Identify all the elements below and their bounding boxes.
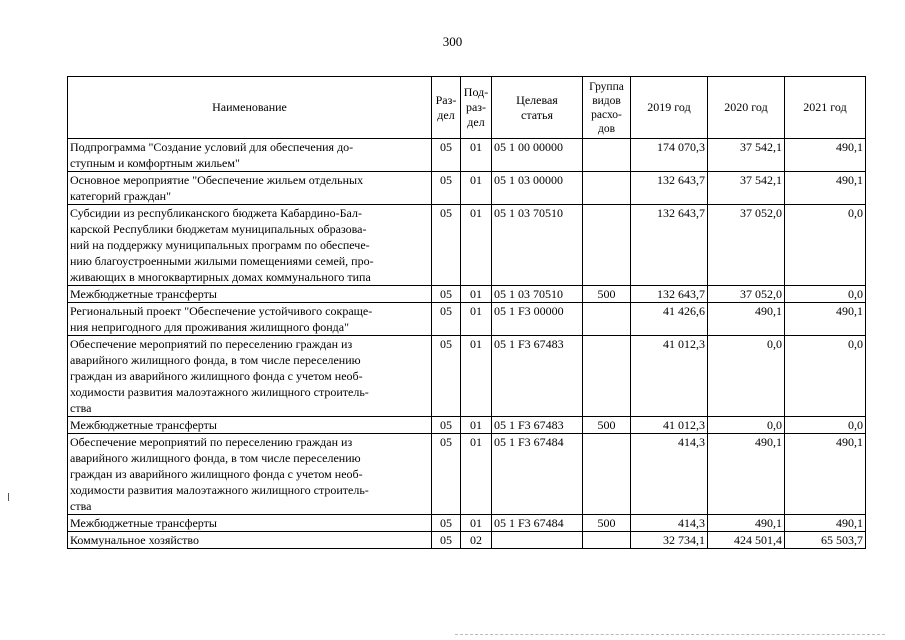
row-section-cell: 05: [432, 303, 461, 336]
table-row: [68, 532, 866, 549]
row-target-cell: 05 1 03 00000: [492, 172, 583, 205]
header-name: Наименование: [68, 77, 432, 139]
row-name-cell: Обеспечение мероприятий по переселению граждан из аварийного жилищного фонда, в том числе переселению граждан из аварийного жилищного фонда с учетом необ- ходимости развития малоэтажного жилищного строитель- ства: [68, 434, 432, 515]
row-section-cell: 05: [432, 434, 461, 515]
row-2020-cell: 424 501,4: [708, 532, 785, 549]
row-2019-cell: 132 643,7: [631, 286, 708, 303]
table-row: [68, 515, 866, 532]
row-target-cell: 05 1 F3 67483: [492, 336, 583, 417]
table-row: [68, 417, 866, 434]
header-2020: 2020 год: [708, 77, 785, 139]
row-subsection-cell: 01: [461, 139, 492, 172]
row-subsection-cell: 01: [461, 417, 492, 434]
row-section-cell: 05: [432, 139, 461, 172]
table-row: [68, 303, 866, 336]
row-section-cell: 05: [432, 172, 461, 205]
row-group-cell: [583, 336, 631, 417]
row-subsection-cell: 01: [461, 303, 492, 336]
row-2019-cell: 414,3: [631, 515, 708, 532]
row-subsection-cell: 01: [461, 205, 492, 286]
table-row: [68, 139, 866, 172]
row-2020-cell: 490,1: [708, 303, 785, 336]
header-subsection: Под- раз- дел: [461, 77, 492, 139]
row-2021-cell: 0,0: [785, 336, 866, 417]
row-group-cell: 500: [583, 417, 631, 434]
row-name-cell: Межбюджетные трансферты: [68, 515, 432, 532]
row-subsection-cell: 02: [461, 532, 492, 549]
row-2020-cell: 490,1: [708, 515, 785, 532]
row-2021-cell: 490,1: [785, 434, 866, 515]
row-name-cell: Субсидии из республиканского бюджета Кабардино-Бал- карской Республики бюджетам муниципальных образова- ний на поддержку муниципальных программ по обеспече- нию благоустроенными жилыми помещениями семей, про- живающих в многоквартирных домах коммунального типа: [68, 205, 432, 286]
scan-mark: [8, 493, 9, 501]
row-2019-cell: 132 643,7: [631, 172, 708, 205]
row-name-cell: Межбюджетные трансферты: [68, 286, 432, 303]
page-number: 300: [442, 34, 463, 49]
row-2019-cell: 41 012,3: [631, 417, 708, 434]
row-name-cell: Коммунальное хозяйство: [68, 532, 432, 549]
row-2019-cell: 174 070,3: [631, 139, 708, 172]
table-row: [68, 172, 866, 205]
row-subsection-cell: 01: [461, 336, 492, 417]
row-2020-cell: 37 052,0: [708, 286, 785, 303]
row-subsection-cell: 01: [461, 286, 492, 303]
row-target-cell: 05 1 F3 67483: [492, 417, 583, 434]
row-subsection-cell: 01: [461, 172, 492, 205]
row-2019-cell: 32 734,1: [631, 532, 708, 549]
row-2020-cell: 0,0: [708, 336, 785, 417]
row-target-cell: 05 1 00 00000: [492, 139, 583, 172]
row-section-cell: 05: [432, 417, 461, 434]
row-section-cell: 05: [432, 286, 461, 303]
row-2021-cell: 0,0: [785, 205, 866, 286]
row-2019-cell: 414,3: [631, 434, 708, 515]
row-2021-cell: 0,0: [785, 417, 866, 434]
header-2021: 2021 год: [785, 77, 866, 139]
row-2020-cell: 37 542,1: [708, 139, 785, 172]
row-target-cell: [492, 532, 583, 549]
row-target-cell: 05 1 03 70510: [492, 286, 583, 303]
row-2019-cell: 41 426,6: [631, 303, 708, 336]
row-name-cell: Межбюджетные трансферты: [68, 417, 432, 434]
row-group-cell: [583, 303, 631, 336]
row-2021-cell: 490,1: [785, 303, 866, 336]
row-target-cell: 05 1 03 70510: [492, 205, 583, 286]
row-2020-cell: 37 052,0: [708, 205, 785, 286]
table-body: [68, 139, 866, 549]
row-2020-cell: 37 542,1: [708, 172, 785, 205]
row-2020-cell: 490,1: [708, 434, 785, 515]
row-section-cell: 05: [432, 336, 461, 417]
scan-artifact: [455, 634, 885, 637]
row-name-cell: Подпрограмма "Создание условий для обеспечения до- ступным и комфортным жильем": [68, 139, 432, 172]
table-row: [68, 286, 866, 303]
row-2021-cell: 490,1: [785, 139, 866, 172]
row-2021-cell: 0,0: [785, 286, 866, 303]
row-group-cell: [583, 172, 631, 205]
row-target-cell: 05 1 F3 67484: [492, 515, 583, 532]
row-name-cell: Обеспечение мероприятий по переселению граждан из аварийного жилищного фонда, в том числе переселению граждан из аварийного жилищного фонда с учетом необ- ходимости развития малоэтажного жилищного строитель- ства: [68, 336, 432, 417]
header-2019: 2019 год: [631, 77, 708, 139]
row-group-cell: [583, 532, 631, 549]
row-target-cell: 05 1 F3 00000: [492, 303, 583, 336]
row-2019-cell: 41 012,3: [631, 336, 708, 417]
header-target: Целевая статья: [492, 77, 583, 139]
row-section-cell: 05: [432, 515, 461, 532]
row-subsection-cell: 01: [461, 515, 492, 532]
row-subsection-cell: 01: [461, 434, 492, 515]
table-row: [68, 336, 866, 417]
row-group-cell: [583, 434, 631, 515]
row-group-cell: [583, 139, 631, 172]
row-2019-cell: 132 643,7: [631, 205, 708, 286]
row-group-cell: 500: [583, 515, 631, 532]
row-target-cell: 05 1 F3 67484: [492, 434, 583, 515]
table-header-row: [68, 77, 866, 139]
row-name-cell: Региональный проект "Обеспечение устойчивого сокраще- ния непригодного для проживания жилищного фонда": [68, 303, 432, 336]
row-section-cell: 05: [432, 532, 461, 549]
header-section: Раз- дел: [432, 77, 461, 139]
table-row: [68, 434, 866, 515]
row-section-cell: 05: [432, 205, 461, 286]
row-2021-cell: 65 503,7: [785, 532, 866, 549]
row-2021-cell: 490,1: [785, 515, 866, 532]
row-group-cell: [583, 205, 631, 286]
row-group-cell: 500: [583, 286, 631, 303]
budget-table: [67, 76, 866, 549]
row-2021-cell: 490,1: [785, 172, 866, 205]
table-row: [68, 205, 866, 286]
row-2020-cell: 0,0: [708, 417, 785, 434]
row-name-cell: Основное мероприятие "Обеспечение жильем отдельных категорий граждан": [68, 172, 432, 205]
header-group: Группа видов расхо- дов: [583, 77, 631, 139]
